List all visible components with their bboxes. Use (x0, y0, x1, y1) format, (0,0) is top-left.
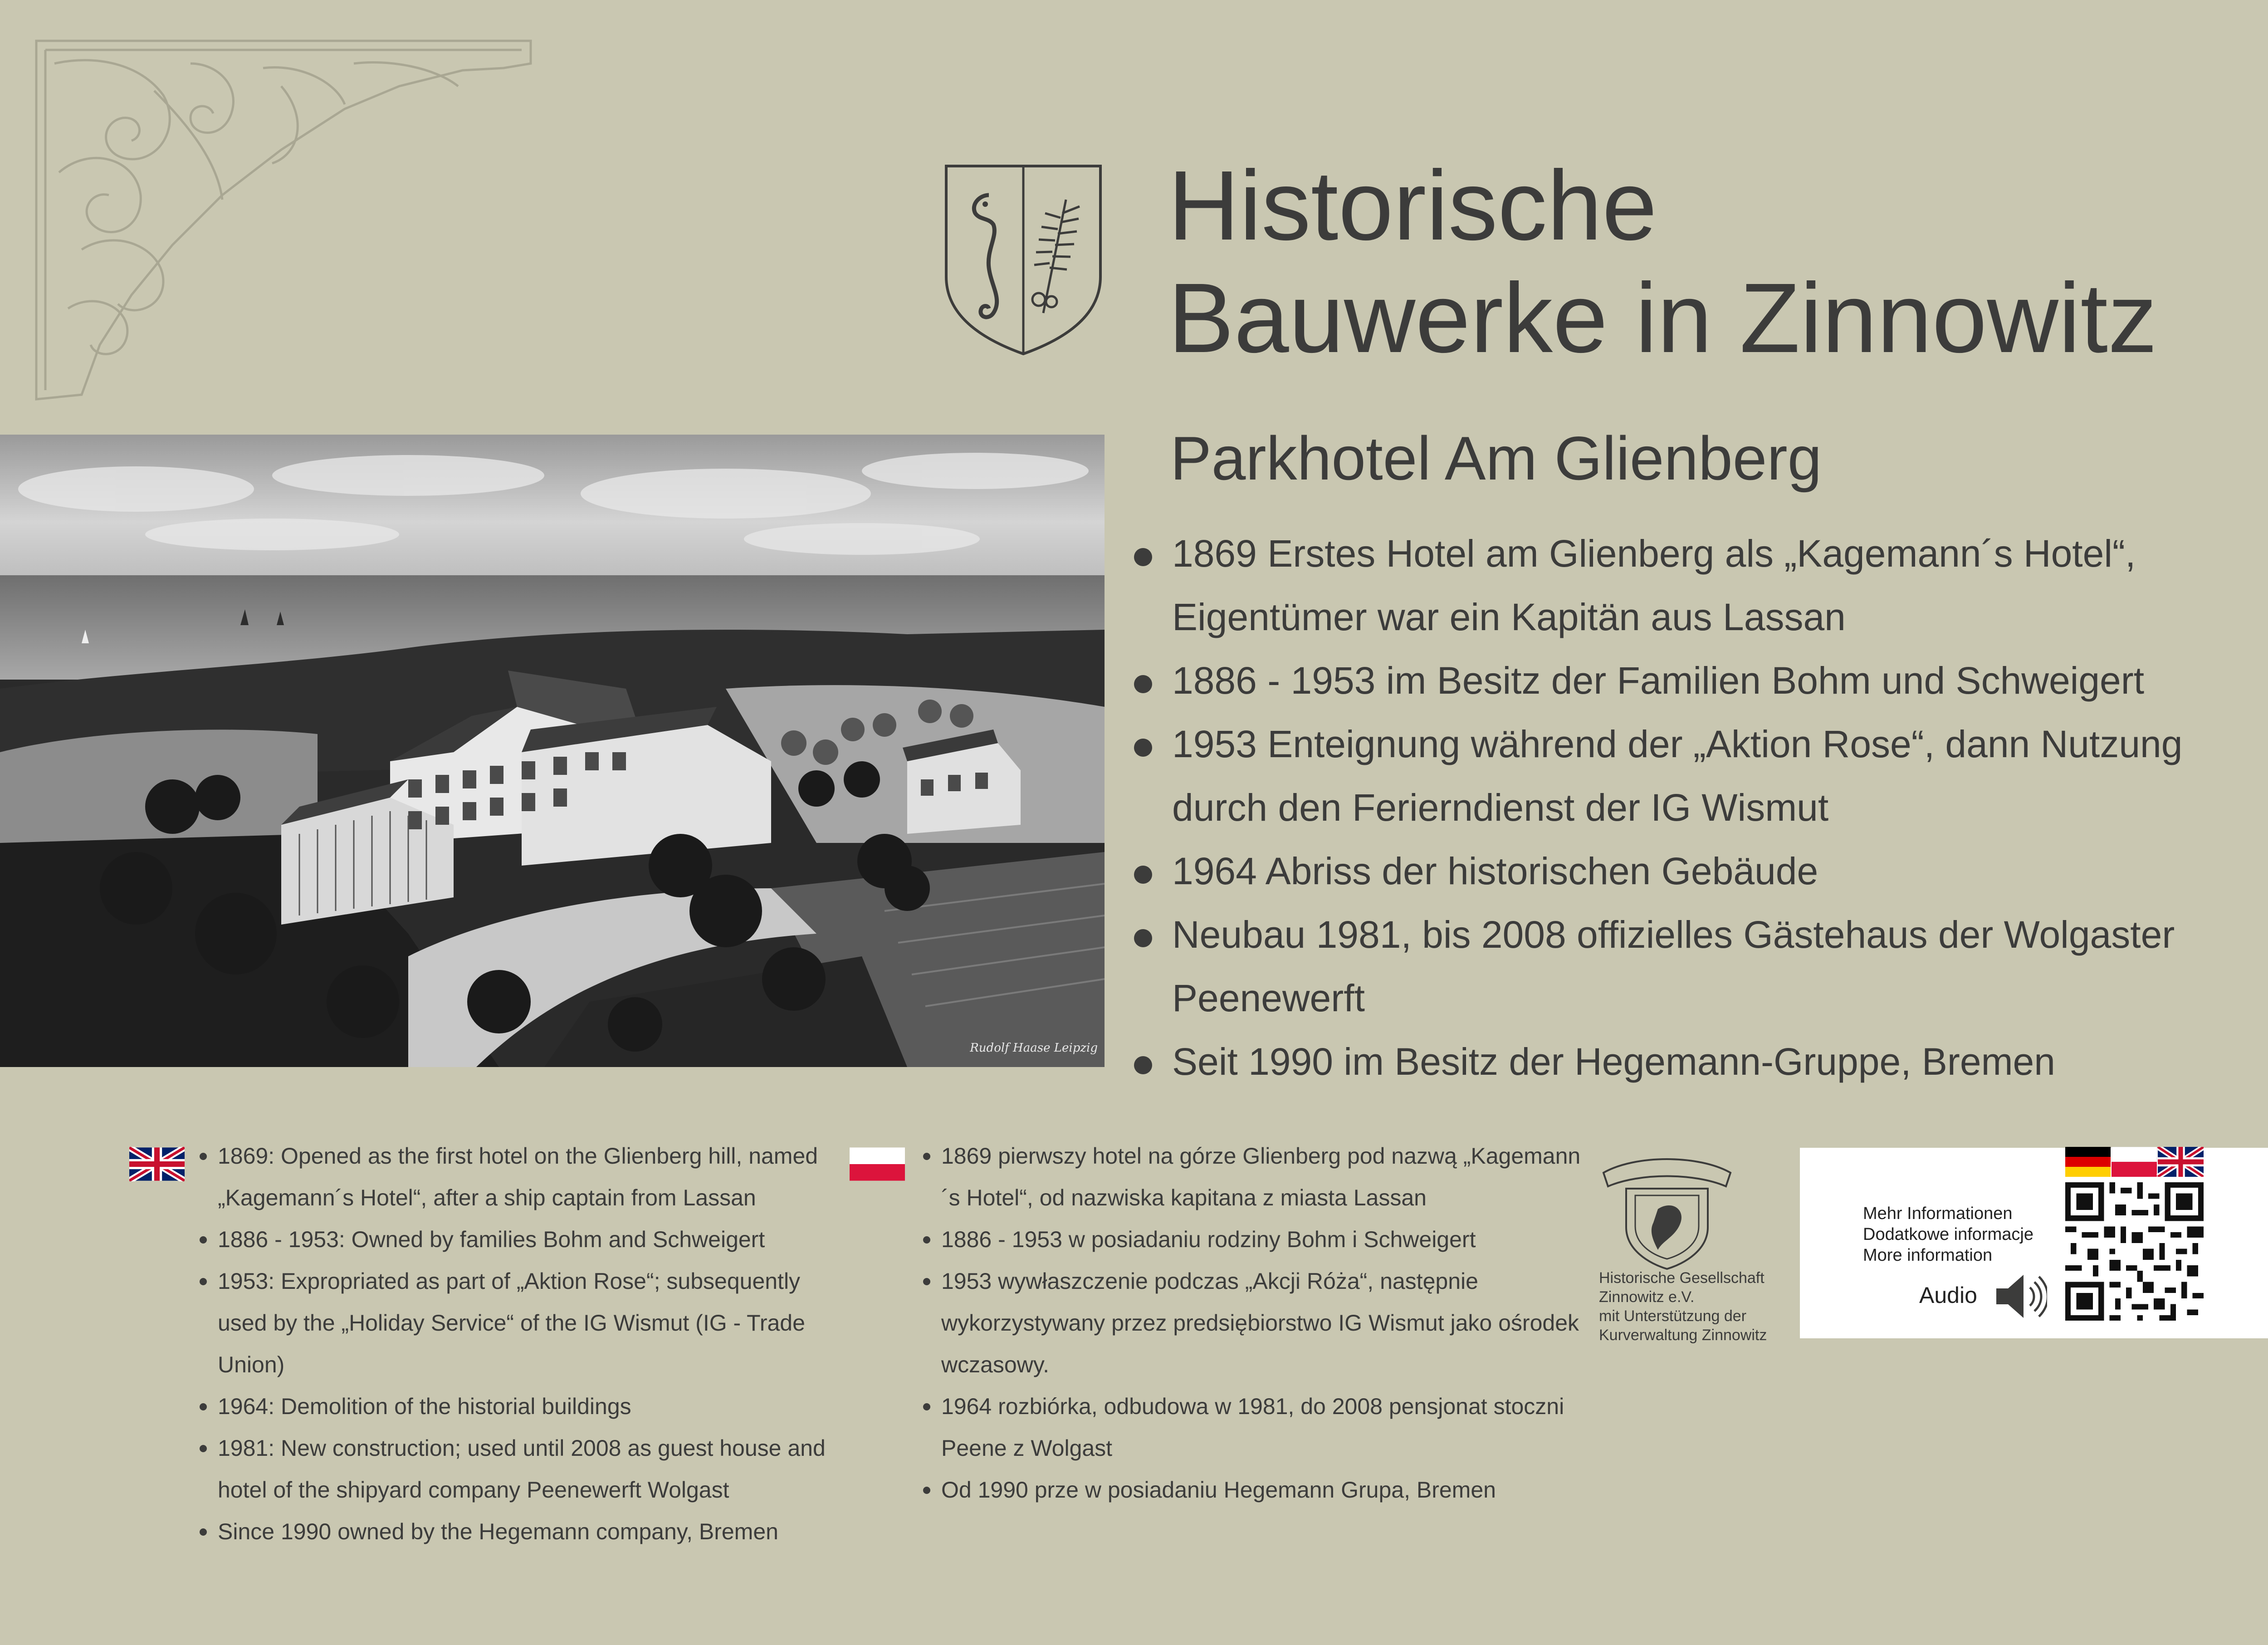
page-title (1168, 150, 2257, 375)
poland-flag-icon (2112, 1147, 2157, 1177)
list-item: Neubau 1981, bis 2008 offizielles Gästehaus der Wolgaster Peenewerft (1134, 903, 2268, 1030)
title-line-1: Historische (1168, 151, 1657, 261)
list-item: 1886 - 1953: Owned by families Bohm and Schweigert (200, 1219, 835, 1260)
list-item: 1964 rozbiórka, odbudowa w 1981, do 2008 pensjonat stoczni Peene z Wolgast (923, 1386, 1581, 1469)
more-info-en: More information (1863, 1246, 1993, 1265)
audio-label: Audio (1919, 1283, 1977, 1308)
society-line: Zinnowitz e.V. (1599, 1288, 1695, 1306)
list-item: Seit 1990 im Besitz der Hegemann-Gruppe, Bremen (1134, 1030, 2268, 1093)
artist-signature: Rudolf Haase Leipzig (970, 1041, 1098, 1055)
society-line: mit Unterstützung der (1599, 1307, 1747, 1325)
society-line: Kurverwaltung Zinnowitz (1599, 1327, 1767, 1344)
more-info-pl: Dodatkowe informacje (1863, 1225, 2033, 1244)
list-item: 1953 Enteignung während der „Aktion Rose“, dann Nutzung durch den Ferierndienst der IG Wismut (1134, 712, 2268, 839)
list-item: 1964 Abriss der historischen Gebäude (1134, 839, 2268, 903)
list-item: 1869: Opened as the first hotel on the Glienberg hill, named „Kagemann´s Hotel“, after a ship captain from Lassan (200, 1135, 835, 1219)
more-info-de: Mehr Informationen (1863, 1204, 2013, 1223)
list-item: Since 1990 owned by the Hegemann company, Bremen (200, 1511, 835, 1552)
section-subtitle: Parkhotel Am Glienberg (1170, 424, 1822, 493)
list-item: 1953 wywłaszczenie podczas „Akcji Róża“, następnie wykorzystywany przez predsiębiorstwo IG Wismut jako ośrodek wczasowy. (923, 1260, 1581, 1386)
historic-hotel-illustration (0, 435, 1105, 1067)
society-seal-icon (1594, 1150, 1740, 1273)
list-item: 1869 Erstes Hotel am Glienberg als „Kagemann´s Hotel“, Eigentümer war ein Kapitän aus Lassan (1134, 522, 2268, 649)
uk-flag-icon (2158, 1147, 2204, 1177)
language-flags-row (2065, 1147, 2204, 1177)
crest-icon (943, 163, 1103, 356)
list-item: 1886 - 1953 w posiadaniu rodziny Bohm i Schweigert (923, 1219, 1581, 1260)
list-item: 1981: New construction; used until 2008 as guest house and hotel of the shipyard company Peenewerft Wolgast (200, 1427, 835, 1511)
hotel-illustration-image (0, 435, 1105, 1067)
society-credit (1599, 1268, 1789, 1345)
list-item: Od 1990 prze w posiadaniu Hegemann Grupa, Bremen (923, 1469, 1581, 1511)
germany-flag-icon (2065, 1147, 2111, 1177)
uk-flag-icon (129, 1147, 185, 1181)
society-line: Historische Gesellschaft (1599, 1269, 1765, 1287)
list-item: 1869 pierwszy hotel na górze Glienberg pod nazwą „Kagemann´s Hotel“, od nazwiska kapitana z miasta Lassan (923, 1135, 1581, 1219)
german-history-list (1134, 522, 2268, 1093)
list-item: 1964: Demolition of the historial buildings (200, 1386, 835, 1427)
corner-ornament-icon (27, 36, 540, 404)
list-item: 1886 - 1953 im Besitz der Familien Bohm und Schweigert (1134, 649, 2268, 712)
poland-flag-icon (850, 1147, 905, 1181)
more-info-text (1863, 1203, 2033, 1266)
list-item: 1953: Expropriated as part of „Aktion Rose“; subsequently used by the „Holiday Service“ of the IG Wismut (IG - Trade Union) (200, 1260, 835, 1386)
english-history-list (200, 1135, 835, 1552)
speaker-icon[interactable] (1994, 1270, 2047, 1322)
polish-history-list (923, 1135, 1581, 1511)
qr-code-icon[interactable] (2065, 1182, 2204, 1321)
title-line-2: Bauwerke in Zinnowitz (1168, 263, 2157, 373)
